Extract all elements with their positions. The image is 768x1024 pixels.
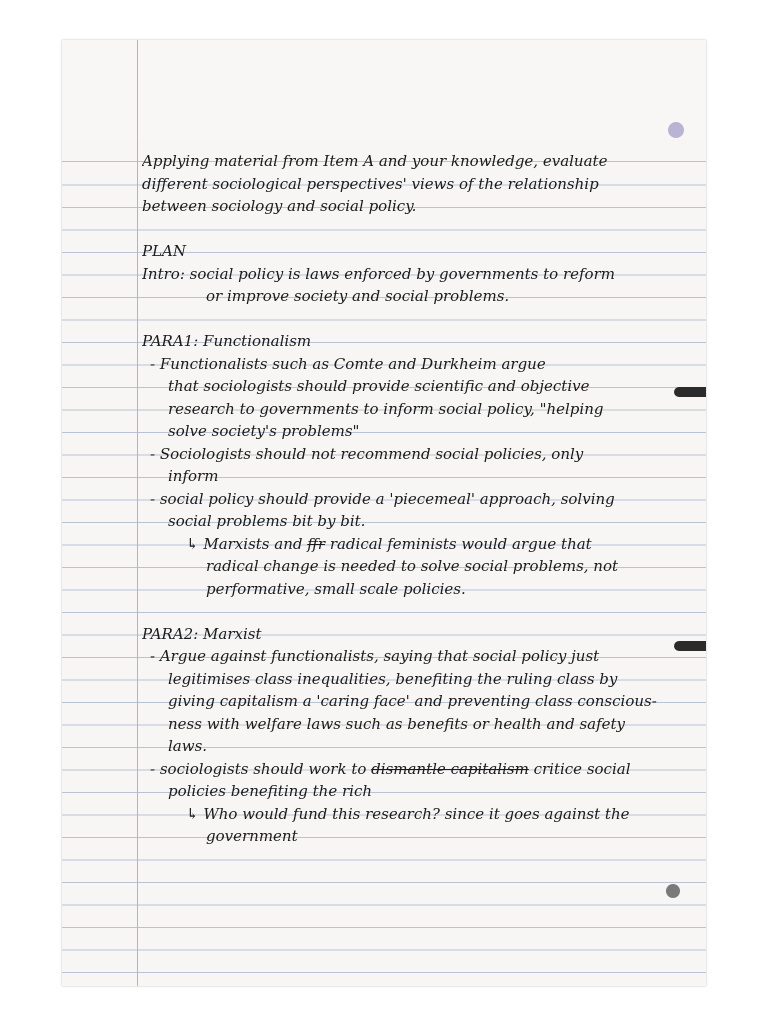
para1-counter-line: ↳ Marxists and ffr radical feminists would argue that	[186, 534, 592, 553]
struck-out-text: dismantle capitalism	[371, 759, 529, 778]
para1-point3-line: social problems bit by bit.	[168, 512, 366, 530]
para2-point2-end: critice social	[533, 759, 631, 778]
para2-point2-line: policies benefiting the rich	[168, 782, 373, 800]
para2-heading: PARA2: Marxist	[142, 624, 262, 643]
para1-counter-line: radical change is needed to solve social problems, not	[206, 557, 619, 575]
para2-point1-line: giving capitalism a 'caring face' and preventing class conscious-	[168, 692, 657, 710]
margin-line	[137, 40, 138, 986]
para1-point3-line: - social policy should provide a 'piecemeal' approach, solving	[150, 489, 615, 508]
para1-counter-line: performative, small scale policies.	[206, 579, 466, 598]
punch-hole-bottom	[666, 884, 680, 898]
para2-point2-start: - sociologists should work to	[150, 759, 367, 778]
para2-point1-line: legitimises class inequalities, benefiting the ruling class by	[168, 669, 618, 688]
question-line: different sociological perspectives' views of the relationship	[142, 174, 599, 193]
para2-point1-line: ness with welfare laws such as benefits or health and safety	[168, 714, 626, 733]
para2-counter-line: ↳ Who would fund this research? since it goes against the	[186, 804, 630, 823]
struck-out-text: ffr	[307, 534, 326, 553]
intro-line: or improve society and social problems.	[206, 287, 510, 305]
para1-point1-line: - Functionalists such as Comte and Durkheim argue	[150, 354, 546, 373]
intro-text: social policy is laws enforced by governments to reform	[189, 264, 615, 283]
plan-heading: PLAN	[142, 242, 187, 260]
handwritten-notes	[142, 150, 702, 848]
para2-point2-line	[142, 758, 702, 781]
punch-hole-top	[668, 122, 684, 138]
para1-point2-line: - Sociologists should not recommend social policies, only	[150, 444, 584, 463]
question-line: Applying material from Item A and your knowledge, evaluate	[142, 152, 608, 170]
para1-point1-line: that sociologists should provide scientific and objective	[168, 377, 590, 395]
para2-point1-line: laws.	[168, 737, 208, 755]
para1-point1-line: research to governments to inform social policy, "helping	[168, 399, 604, 418]
para1-point2-line: inform	[168, 467, 219, 485]
para2-point1-line: - Argue against functionalists, saying that social policy just	[150, 647, 600, 665]
para1-heading: PARA1: Functionalism	[142, 332, 312, 350]
intro-line	[142, 263, 702, 286]
notebook-page	[62, 40, 706, 986]
page-header-blank	[62, 40, 706, 140]
para2-counter-line: government	[206, 827, 298, 845]
question-line: between sociology and social policy.	[142, 197, 417, 215]
intro-label: Intro:	[142, 264, 185, 283]
para1-point1-line: solve society's problems"	[168, 422, 360, 440]
